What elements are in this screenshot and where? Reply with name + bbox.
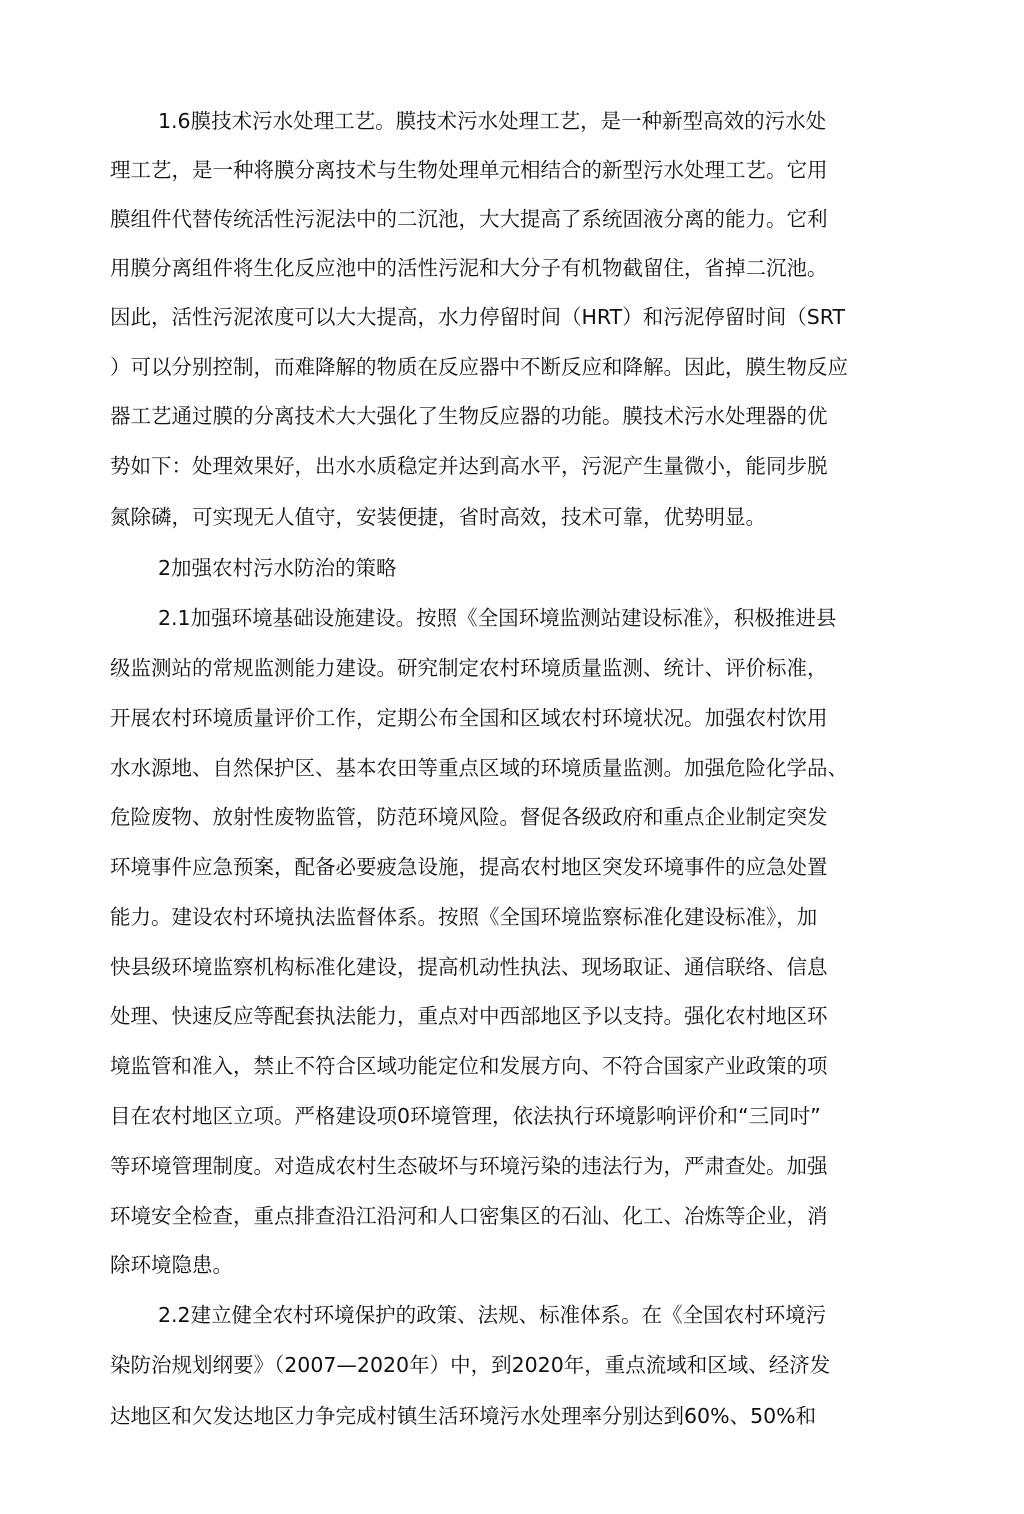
section-heading-2: 2加强农村污水防治的策略 xyxy=(158,556,397,580)
paragraph-2-1-line-1: 2.1加强环境基础设施建设。按照《全国环境监测站建设标准》，积极推进县 xyxy=(158,606,837,630)
paragraph-2-1-line-11: 目在农村地区立项。严格建设项0环境管理，依法执行环境影响评价和“三同吋” xyxy=(110,1104,821,1128)
paragraph-2-1-line-12: 等环境管理制度。对造成农村生态破坏与环境污染的违法行为，严肃查处。加强 xyxy=(110,1154,828,1178)
paragraph-1-6-line-3: 膜组件代替传统活性污泥法中的二沉池，大大提高了系统固液分离的能力。它利 xyxy=(110,207,828,231)
paragraph-2-2-line-2: 染防治规划纲要》（2007—2020年）中，到2020年，重点流域和区域、经济发 xyxy=(110,1353,831,1377)
paragraph-2-1-line-7: 能力。建设农村环境执法监督体系。按照《全国环境监察标准化建设标准》，加 xyxy=(110,905,818,929)
paragraph-1-6-line-9: 氮除磷，可实现无人值守，安装便捷，省时高效，技术可靠，优势明显。 xyxy=(110,505,766,529)
paragraph-1-6-line-8: 势如下：处理效果好，出水水质稳定并达到高水平，污泥产生量微小，能同步脱 xyxy=(110,454,828,478)
paragraph-2-1-line-2: 级监测站的常规监测能力建设。研究制定农村环境质量监测、统计、评价标准， xyxy=(110,656,828,680)
paragraph-2-1-line-6: 环境事件应急预案，配备必要疲急设施，提高农村地区突发环境事件的应急处置 xyxy=(110,855,828,879)
paragraph-1-6-line-7: 器工艺通过膜的分离技术大大强化了生物反应器的功能。膜技术污水处理器的优 xyxy=(110,404,828,428)
paragraph-2-1-line-10: 境监管和准入，禁止不符合区域功能定位和发展方向、不符合国家产业政策的项 xyxy=(110,1054,828,1078)
paragraph-2-1-line-3: 开展农村环境质量评价工作，定期公布全国和区域农村环境状况。加强农村饮用 xyxy=(110,706,828,730)
paragraph-1-6-line-1: 1.6膜技术污水处理工艺。膜技术污水处理工艺，是一种新型高效的污水处 xyxy=(158,109,827,133)
paragraph-2-1-line-8: 快县级环境监察机构标准化建设，提高机动性执法、现场取证、通信联络、信息 xyxy=(110,955,828,979)
paragraph-1-6-line-2: 理工艺，是一种将膜分离技术与生物处理单元相结合的新型污水处理工艺。它用 xyxy=(110,158,828,182)
paragraph-2-1-line-5: 危险废物、放射性废物监管，防范环境风险。督促各级政府和重点企业制定突发 xyxy=(110,805,828,829)
paragraph-2-2-line-3: 达地区和欠发达地区力争完成村镇生活环境污水处理率分别达到60%、50%和 xyxy=(110,1404,817,1428)
paragraph-2-1-line-9: 处理、快速反应等配套执法能力，重点对中西部地区予以支持。强化农村地区环 xyxy=(110,1004,828,1028)
paragraph-2-1-line-13: 环境安全检查，重点排查沿江沿河和人口密集区的石汕、化工、冶炼等企业，消 xyxy=(110,1204,828,1228)
paragraph-1-6-line-4: 用膜分离组件将生化反应池中的活性污泥和大分子有机物截留住，省掉二沉池。 xyxy=(110,256,828,280)
paragraph-1-6-line-6: ）可以分别控制，而难降解的物质在反应器中不断反应和降解。因此，膜生物反应 xyxy=(110,355,848,379)
paragraph-2-1-line-4: 水水源地、自然保护区、基本农田等重点区域的环境质量监测。加强危险化学品、 xyxy=(110,756,848,780)
paragraph-2-1-line-14: 除环境隐患。 xyxy=(110,1253,233,1277)
paragraph-2-2-line-1: 2.2建立健全农村环境保护的政策、法规、标准体系。在《全国农村环境污 xyxy=(158,1303,827,1327)
paragraph-1-6-line-5: 因此，活性污泥浓度可以大大提高，水力停留时间（HRT）和污泥停留时间（SRT xyxy=(110,305,845,329)
